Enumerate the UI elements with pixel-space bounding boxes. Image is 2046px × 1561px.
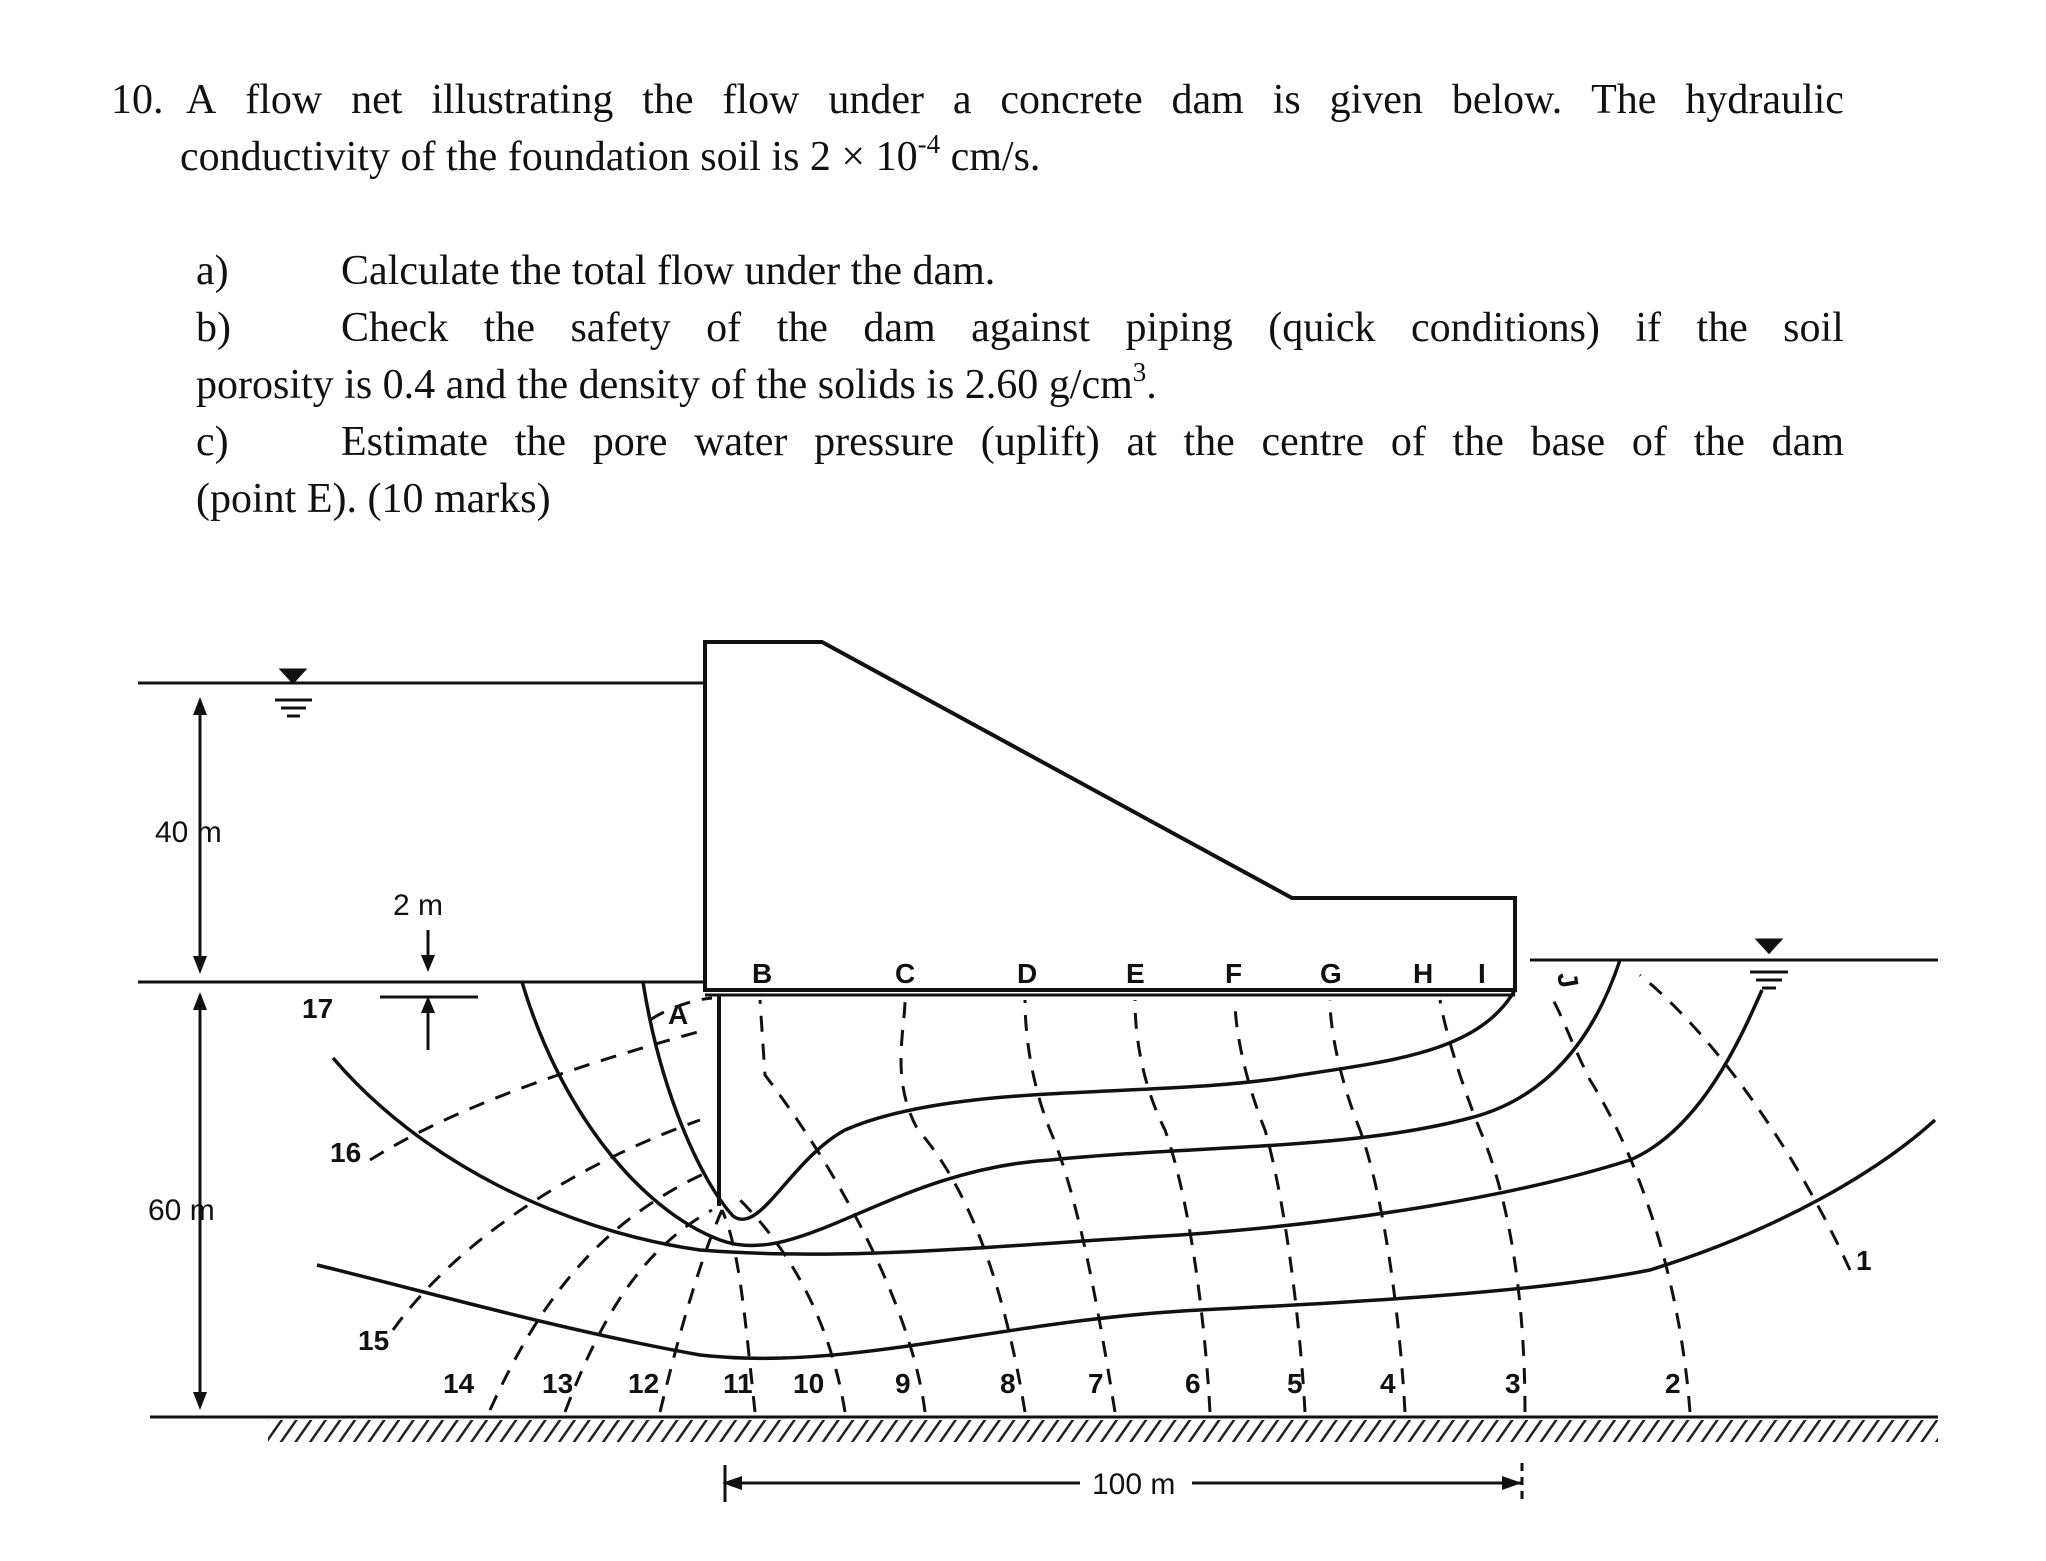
equip-label-8: 8 — [1000, 1368, 1016, 1399]
point-label-f: F — [1225, 958, 1243, 989]
equip-label-9: 9 — [895, 1368, 911, 1399]
word: under — [828, 77, 924, 123]
word: The — [1591, 77, 1657, 123]
word: the — [514, 419, 566, 465]
equip-label-15: 15 — [358, 1325, 390, 1356]
word: Estimate — [341, 419, 488, 465]
point-label-c: C — [895, 958, 916, 989]
word: dam — [1171, 77, 1244, 123]
word: the — [1693, 419, 1745, 465]
equipotential-3 — [1440, 1000, 1525, 1412]
word: piping — [1125, 305, 1233, 351]
concrete-dam — [705, 642, 1515, 990]
dim-label-40m: 40 m — [155, 816, 222, 849]
equip-label-17: 17 — [302, 993, 334, 1024]
equip-label-3: 3 — [1505, 1368, 1521, 1399]
word: dam — [863, 305, 936, 351]
word: the — [1183, 419, 1235, 465]
equip-label-6: 6 — [1185, 1368, 1201, 1399]
word: a — [952, 77, 972, 123]
point-label-b: B — [752, 958, 773, 989]
equip-label-12: 12 — [628, 1368, 660, 1399]
conductivity-text: conductivity of the foundation soil is 2 × 10 — [180, 134, 918, 180]
word: Check — [341, 305, 449, 351]
word: flow — [245, 77, 323, 123]
dim-label-100m: 100 m — [1092, 1468, 1176, 1501]
word: given — [1329, 77, 1423, 123]
equip-label-7: 7 — [1088, 1368, 1104, 1399]
equip-label-16: 16 — [330, 1137, 362, 1168]
word: the — [642, 77, 694, 123]
equip-label-4: 4 — [1380, 1368, 1396, 1399]
water-table-triangle-icon — [275, 670, 312, 716]
point-label-a: A — [668, 999, 689, 1030]
water-table-triangle-icon-downstream — [1750, 940, 1788, 988]
word: the — [1696, 305, 1748, 351]
equipotential-lines — [370, 975, 1850, 1412]
part-a-label: a) — [196, 248, 229, 294]
equipotential-6 — [1135, 1000, 1210, 1412]
word: soil — [1783, 305, 1844, 351]
part-b-label: b) — [196, 305, 231, 351]
word: below. — [1451, 77, 1563, 123]
point-label-d: D — [1017, 958, 1038, 989]
word: against — [971, 305, 1091, 351]
word: of — [1390, 419, 1426, 465]
word: (quick — [1268, 305, 1376, 351]
flow-line-1 — [643, 982, 1515, 1219]
word: the — [776, 305, 828, 351]
equip-label-10: 10 — [793, 1368, 825, 1399]
equip-label-14: 14 — [443, 1368, 475, 1399]
point-label-e: E — [1126, 958, 1145, 989]
equipotential-7 — [1025, 1000, 1115, 1412]
part-b-text-2: porosity is 0.4 and the density of the solids is 2.60 g/cm — [196, 362, 1133, 408]
point-label-h: H — [1413, 958, 1434, 989]
word: flow — [722, 77, 800, 123]
conductivity-units: cm/s. — [940, 134, 1041, 180]
word: A — [186, 77, 217, 123]
impervious-layer-hatching — [268, 1420, 1938, 1442]
equip-label-2: 2 — [1665, 1368, 1681, 1399]
word: is — [1272, 77, 1301, 123]
dim-label-2m: 2 m — [393, 889, 444, 922]
part-b-period: . — [1146, 362, 1157, 408]
word: pore — [592, 419, 668, 465]
point-label-j: J — [1551, 969, 1585, 991]
word: hydraulic — [1685, 77, 1844, 123]
word: pressure — [814, 419, 955, 465]
point-label-g: G — [1320, 958, 1342, 989]
word: if — [1635, 305, 1661, 351]
word: centre — [1261, 419, 1365, 465]
equip-label-11: 11 — [723, 1368, 753, 1399]
equipotential-5 — [1235, 1000, 1305, 1412]
equipotential-8 — [901, 1000, 1025, 1412]
dimension-arrowheads — [193, 697, 1522, 1490]
conductivity-exponent: -4 — [917, 129, 941, 159]
word: conditions) — [1410, 305, 1600, 351]
point-label-i: I — [1478, 958, 1486, 989]
equip-label-13: 13 — [542, 1368, 574, 1399]
equipotential-1 — [1640, 975, 1850, 1270]
question-number: 10. — [111, 77, 164, 123]
dim-label-60m: 60 m — [148, 1194, 215, 1227]
equip-label-1: 1 — [1856, 1245, 1872, 1276]
equip-label-5: 5 — [1287, 1368, 1303, 1399]
word: of — [1631, 419, 1667, 465]
word: base — [1530, 419, 1606, 465]
word: (uplift) — [980, 419, 1100, 465]
word: of — [706, 305, 742, 351]
word: dam — [1771, 419, 1844, 465]
equipotential-4 — [1330, 1000, 1405, 1412]
word: water — [694, 419, 788, 465]
word: at — [1126, 419, 1157, 465]
word: illustrating — [431, 77, 614, 123]
equipotential-16 — [370, 1030, 705, 1160]
flow-lines — [317, 960, 1935, 1358]
word: the — [483, 305, 536, 351]
flow-line-3 — [333, 990, 1762, 1254]
word: net — [351, 77, 403, 123]
equipotential-2 — [1550, 995, 1690, 1412]
part-a-text: Calculate the total flow under the dam. — [341, 248, 996, 294]
part-c-line-2: (point E). (10 marks) — [196, 476, 551, 522]
word: safety — [570, 305, 671, 351]
cubic-superscript: 3 — [1132, 357, 1147, 387]
word: the — [1452, 419, 1504, 465]
word: concrete — [1000, 77, 1143, 123]
part-c-label: c) — [196, 419, 229, 465]
equipotential-14 — [490, 1170, 712, 1410]
